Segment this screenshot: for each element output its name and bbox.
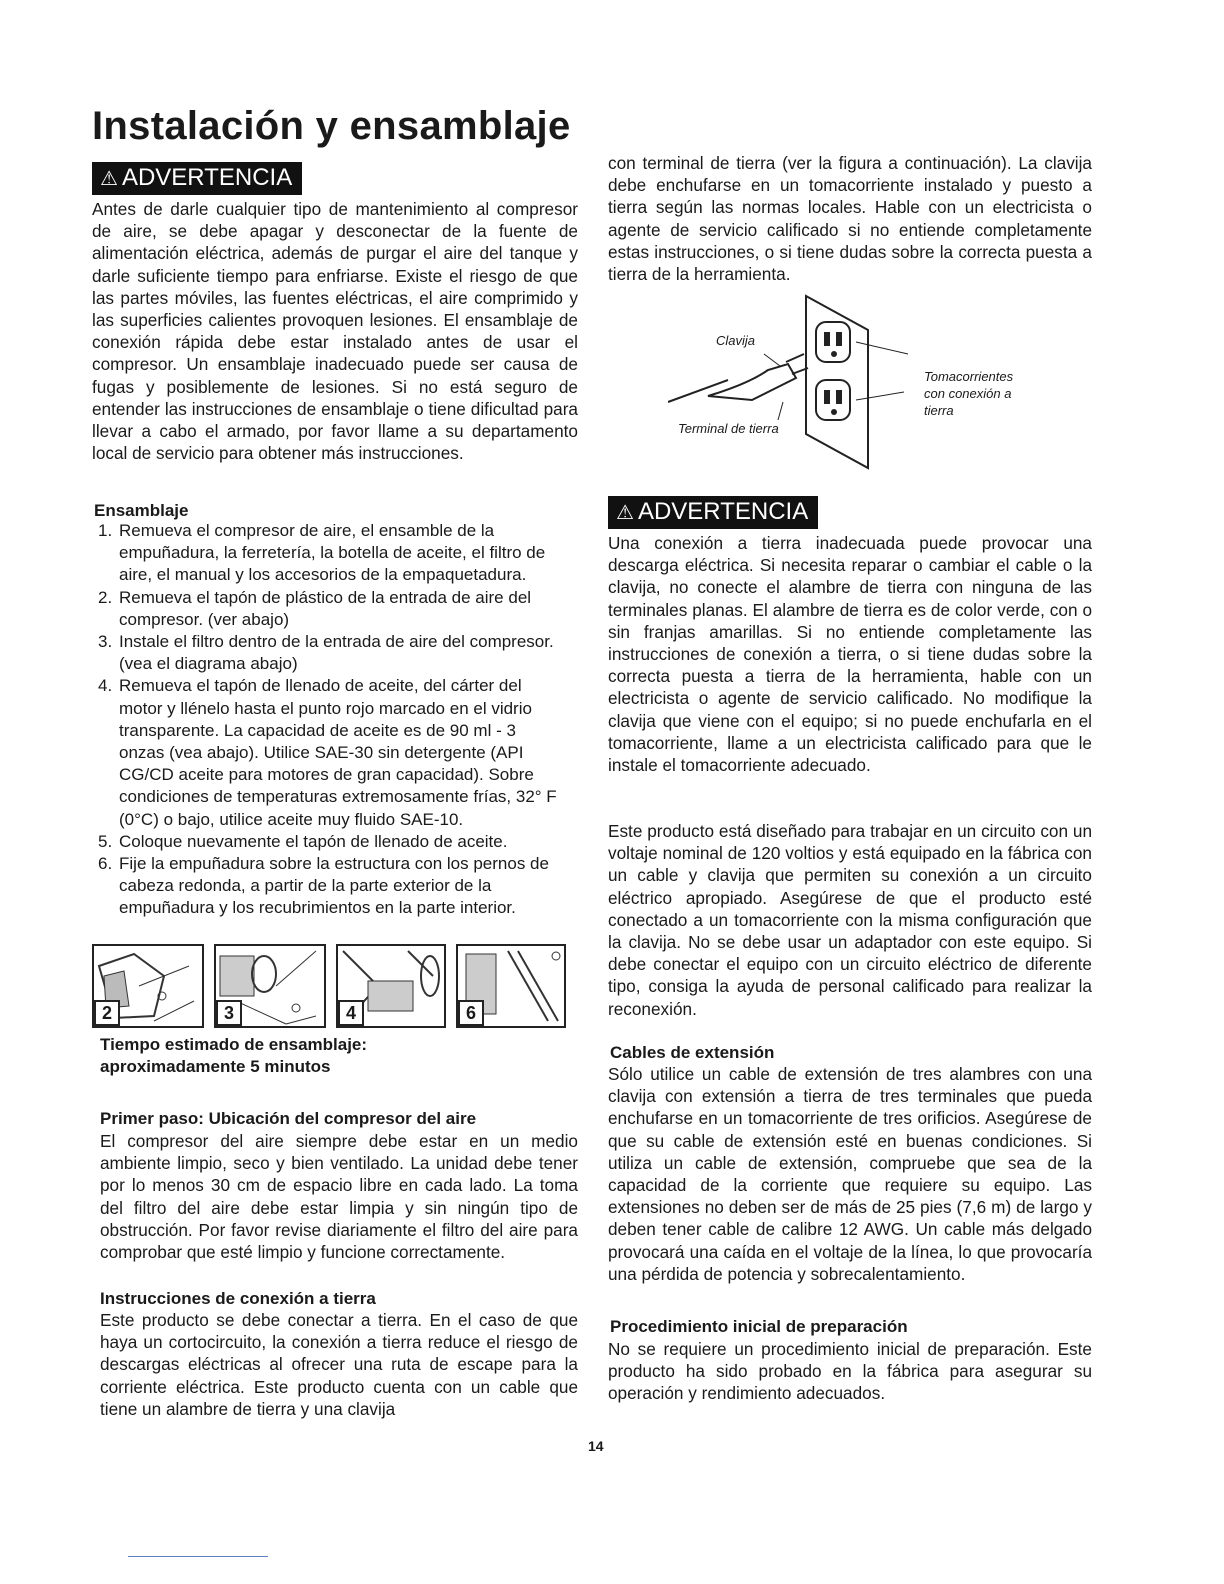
warning-text-2: Una conexión a tierra inadecuada puede provocar una descarga eléctrica. Si necesita reparar o cambiar el cable o la clavija, no conecte el alambre de tierra con ninguna de las terminales planas. El alambre de tierra es de color verde, con o sin franjas amarillas. Si no entiende completamente las instrucciones de conexión a tierra, o si tiene dudas sobre la correcta puesta a tierra de la herramienta, hable con un electricista o agente de servicio calificado. No modifique la clavija que viene con el equipo; si no puede enchufarla en el tomacorriente, llame a un electricista calificado para que le instale el tomacorriente adecuado. [608,533,1092,776]
assembly-figures [92,944,572,1028]
assembly-heading: Ensamblaje [94,501,189,520]
step1-text: El compresor del aire siempre debe estar en un medio ambiente limpio, seco y bien ventilado. La unidad debe tener por lo menos 30 cm de espacio libre en cada lado. La toma del filtro del aire debe estar limpia y sin ningún tipo de obstrucción. Por favor revise diariamente el filtro del aire para comprobar que esté limpio y funcione correctamente. [100,1131,578,1263]
prep-heading: Procedimiento inicial de preparación [610,1317,908,1336]
extension-text: Sólo utilice un cable de extensión de tres alambres con una clavija con extensión a tierra de tres terminales que pueda enchufarse en un tomacorriente de tres orificios. Asegúrese de que su cable de extensión esté en buenas condiciones. Si utiliza un cable de extensión, compruebe que sea de la capacidad de la corriente que requiere su equipo. Las extensiones no deben ser de más de 25 pies (7,6 m) de largo y deben tener cable de calibre 12 AWG. Un cable más delgado provocará una caída en el voltaje de la línea, lo que provocaría una pérdida de potencia y sobrecalentamiento. [608,1064,1092,1284]
ground-text: Este producto se debe conectar a tierra. En el caso de que haya un cortocircuito, la conexión a tierra reduce el riesgo de descargas eléctricas al ofrecer una ruta de escape para la corriente eléctrica. Este producto cuenta con un cable que tiene un alambre de tierra y una clavija [100,1310,578,1419]
figure-4 [336,944,446,1028]
label-clavija: Clavija [716,333,756,348]
warning-badge-2 [608,496,818,529]
label-tomacorrientes: Tomacorrientes con conexión a tierra [924,369,1014,418]
warning-label: ADVERTENCIA [121,164,293,191]
figure-number: 3 [216,1000,242,1026]
figure-number: 2 [94,1000,120,1026]
list-item: 1. Remueva el compresor de aire, el ensamble de la empuñadura, la ferretería, la botella de aceite, el filtro de aire, el manual y los accesorios de la empaquetadura. [98,521,546,585]
figure-number: 4 [338,1000,364,1026]
product-text: Este producto está diseñado para trabajar en un circuito con un voltaje nominal de 120 voltios y está equipado en la fábrica con un cable y clavija que permiten su conexión a un circuito eléctrico apropiado. Asegúrese de que el producto esté conectado a un tomacorriente con la misma configuración que la clavija. No se debe usar un adaptador con este equipo. Si debe conectar el equipo con un circuito eléctrico de diferente tipo, consiga la ayuda de personal calificado para realizar la reconexión. [608,821,1092,1019]
footer-rule [128,1556,268,1557]
list-item: 3. Instale el filtro dentro de la entrada de aire del compresor. (vea el diagrama abajo) [98,632,554,674]
list-item: 6. Fije la empuñadura sobre la estructura con los pernos de cabeza redonda, a partir de la parte exterior de la empuñadura y los recubrimientos en la parte interior. [98,854,549,918]
warning-triangle-icon: ⚠ [616,502,634,524]
figure-6 [456,944,566,1028]
list-item: 2. Remueva el tapón de plástico de la entrada de aire del compresor. (ver abajo) [98,587,532,629]
warning-triangle-icon: ⚠ [100,168,118,190]
page-number: 14 [588,1438,604,1454]
warning-badge [92,162,302,195]
list-item: 4. Remueva el tapón de llenado de aceite, del cárter del motor y llénelo hasta el punto rojo marcado en el vidrio transparente. La capacidad de aceite es de 90 ml - 3 onzas (vea abajo). Utilice SAE-30 sin detergente (API CG/CD aceite para motores de gran capacidad). Sobre condiciones de temperaturas extremosamente frías, 32° F (0°C) o bajo, utilice aceite muy fluido SAE-10. [98,676,557,829]
warning-text: Antes de darle cualquier tipo de mantenimiento al compresor de aire, se debe apagar y desconectar de la fuente de alimentación eléctrica, además de purgar el aire del tanque y darle suficiente tiempo para enfriarse. Existe el riesgo de que las partes móviles, las fuentes eléctricas, el aire comprimido y las superficies calientes provoquen lesiones. El ensamblaje de conexión rápida debe estar instalado antes de usar el compresor. Un ensamblaje inadecuado puede ser causa de fugas y posiblemente de lesiones. Si no está seguro de entender las instrucciones de ensamblaje o tiene dificultad para llevar a cabo el armado, por favor llame a su departamento local de servicio para obtener más instrucciones. [92,199,578,464]
figure-2 [92,944,204,1028]
step1-heading: Primer paso: Ubicación del compresor del aire [100,1109,477,1128]
figure-number: 6 [458,1000,484,1026]
extension-heading: Cables de extensión [610,1043,775,1062]
ground-heading: Instrucciones de conexión a tierra [100,1289,376,1308]
list-item: 5. Coloque nuevamente el tapón de llenado de aceite. [98,831,508,851]
warning-label: ADVERTENCIA [637,498,809,525]
grounding-figure [668,292,1088,472]
prep-text: No se requiere un procedimiento inicial de preparación. Este producto ha sido probado en la fábrica para asegurar su operación y rendimiento adecuados. [608,1339,1092,1404]
ground-text-continued: con terminal de tierra (ver la figura a continuación). La clavija debe enchufarse en un tomacorriente instalado y puesto a tierra según las normas locales. Hable con un electricista o agente de servicio calificado si no entiende completamente estas instrucciones, o si tiene dudas sobre la correcta puesta a tierra de la herramienta. [608,153,1092,285]
figure-3 [214,944,326,1028]
label-terminal: Terminal de tierra [678,421,779,436]
time-heading: Tiempo estimado de ensamblaje: aproximadamente 5 minutos [100,1035,368,1076]
assembly-steps [92,520,562,920]
page-title: Instalación y ensamblaje [92,104,571,148]
